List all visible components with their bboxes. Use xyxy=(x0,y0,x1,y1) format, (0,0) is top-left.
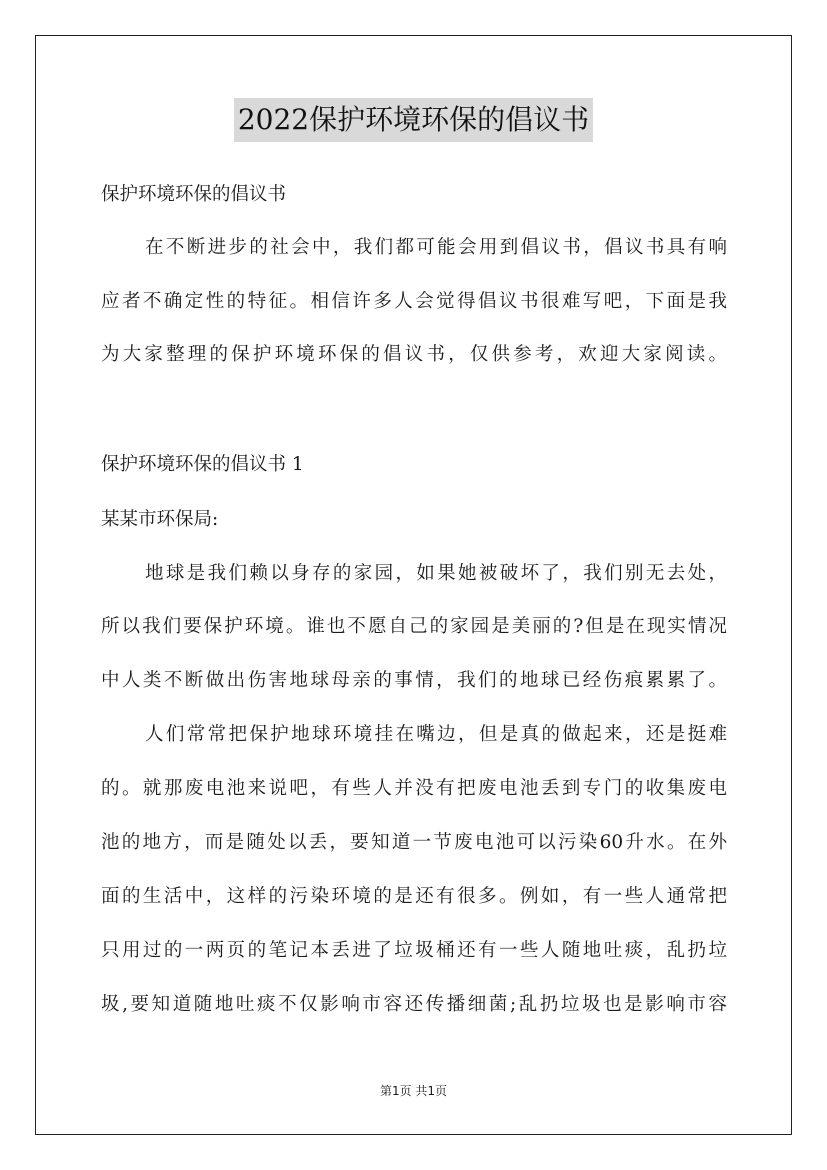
para2-line-2: 的。就那废电池来说吧，有些人并没有把废电池丢到专门的收集废电 xyxy=(101,778,727,799)
document-title: 2022保护环境环保的倡议书 xyxy=(234,98,593,142)
intro-line-2: 应者不确定性的特征。相信许多人会觉得倡议书很难写吧，下面是我 xyxy=(101,291,727,312)
intro-line-3: 为大家整理的保护环境环保的倡议书，仅供参考，欢迎大家阅读。 xyxy=(101,344,727,365)
intro-line-1: 在不断进步的社会中，我们都可能会用到倡议书，倡议书具有响 xyxy=(145,237,727,258)
para1-line-2: 所以我们要保护环境。谁也不愿自己的家园是美丽的?但是在现实情况 xyxy=(101,616,727,637)
para2-line-1: 人们常常把保护地球环境挂在嘴边，但是真的做起来，还是挺难 xyxy=(145,724,727,745)
salutation: 某某市环保局: xyxy=(101,509,219,530)
para2-line-5: 只用过的一两页的笔记本丢进了垃圾桶还有一些人随地吐痰，乱扔垃 xyxy=(101,940,727,961)
para2-line-4: 面的生活中，这样的污染环境的是还有很多。例如，有一些人通常把 xyxy=(101,886,727,907)
page-footer: 第1页 共1页 xyxy=(379,1084,448,1098)
para1-line-3: 中人类不断做出伤害地球母亲的事情，我们的地球已经伤痕累累了。 xyxy=(101,670,727,691)
para1-line-1: 地球是我们赖以身存的家园，如果她被破坏了，我们别无去处， xyxy=(145,563,727,584)
para2-line-3: 池的地方，而是随处以丢，要知道一节废电池可以污染60升水。在外 xyxy=(101,832,727,853)
section-heading: 保护环境环保的倡议书 xyxy=(101,184,287,205)
title-container xyxy=(0,98,827,142)
para2-line-6: 圾,要知道随地吐痰不仅影响市容还传播细菌;乱扔垃圾也是影响市容 xyxy=(101,994,727,1015)
subsection-heading: 保护环境环保的倡议书 1 xyxy=(101,454,304,475)
